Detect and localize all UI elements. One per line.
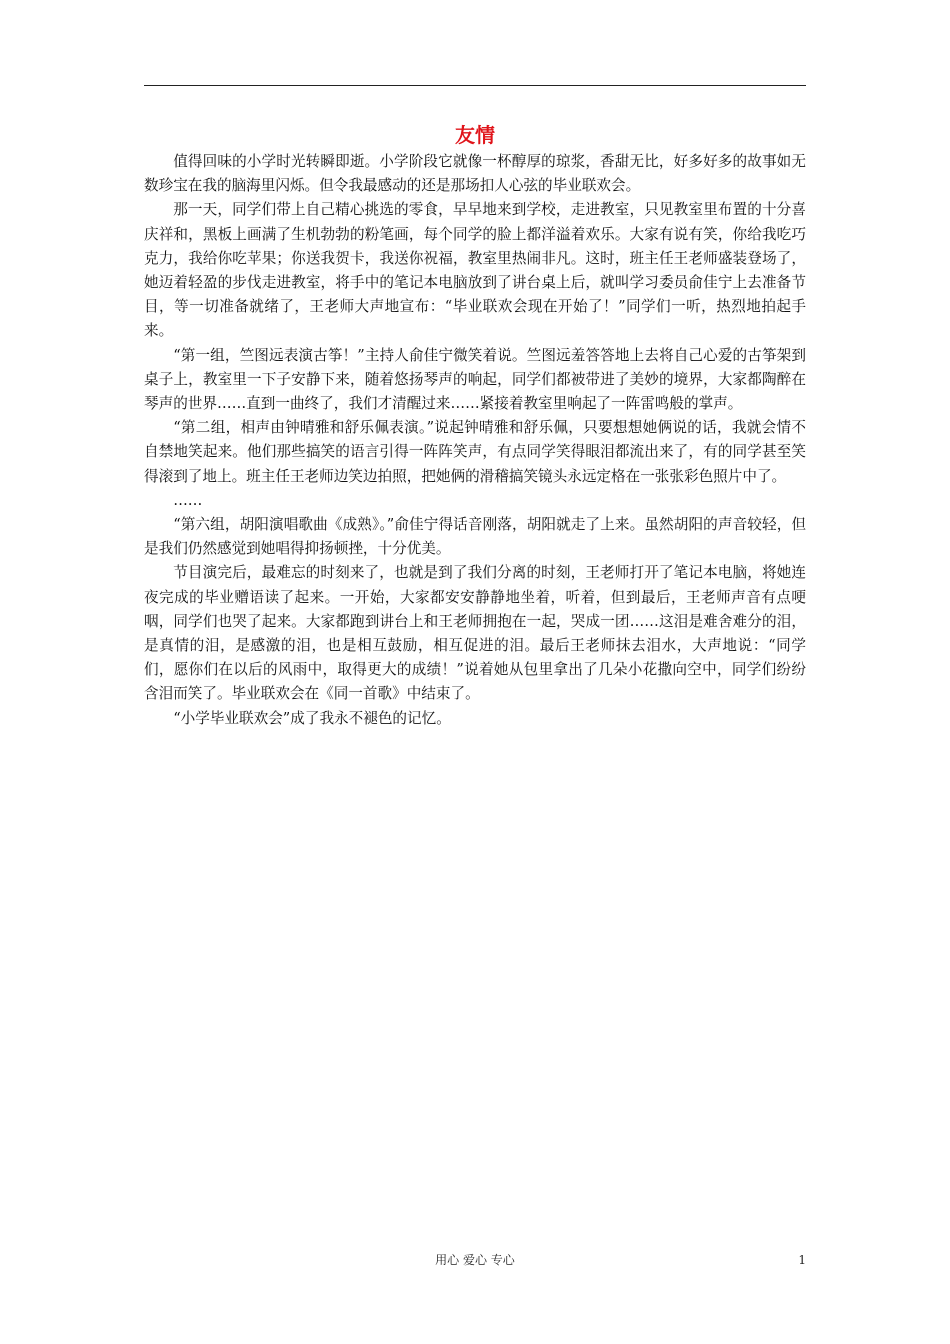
paragraph: 值得回味的小学时光转瞬即逝。小学阶段它就像一杯醇厚的琼浆，香甜无比，好多好多的故事如无数珍宝在我的脑海里闪烁。但令我最感动的还是那场扣人心弦的毕业联欢会。 — [144, 153, 806, 195]
paragraph: 那一天，同学们带上自己精心挑选的零食，早早地来到学校，走进教室，只见教室里布置的十分喜庆祥和，黑板上画满了生机勃勃的粉笔画，每个同学的脸上都洋溢着欢乐。大家有说有笑，你给我吃巧克力，我给你吃苹果；你送我贺卡，我送你祝福，教室里热闹非凡。这时，班主任王老师盛装登场了，她迈着轻盈的步伐走进教室，将手中的笔记本电脑放到了讲台桌上后，就叫学习委员俞佳宁上去准备节目，等一切准备就绪了，王老师大声地宣布：“毕业联欢会现在开始了！”同学们一听，热烈地拍起手来。 — [144, 201, 806, 340]
paragraph: “第六组，胡阳演唱歌曲《成熟》。”俞佳宁得话音刚落，胡阳就走了上来。虽然胡阳的声音较轻，但是我们仍然感觉到她唱得抑扬顿挫，十分优美。 — [144, 516, 806, 558]
footer-slogan: 用心 爱心 专心 — [435, 1253, 515, 1267]
ellipsis-paragraph: …… — [173, 491, 203, 509]
document-body — [144, 150, 806, 731]
paragraph: “第一组，竺图远表演古筝！”主持人俞佳宁微笑着说。竺图远羞答答地上去将自己心爱的古筝架到桌子上，教室里一下子安静下来，随着悠扬琴声的响起，同学们都被带进了美妙的境界，大家都陶醉在琴声的世界……直到一曲终了，我们才清醒过来……紧接着教室里响起了一阵雷鸣般的掌声。 — [144, 346, 806, 413]
header-rule — [144, 85, 806, 86]
page-number: 1 — [798, 1253, 806, 1267]
document-title: 友情 — [455, 123, 495, 147]
paragraph: “小学毕业联欢会”成了我永不褪色的记忆。 — [173, 709, 451, 727]
paragraph: “第二组，相声由钟晴雅和舒乐佩表演。”说起钟晴雅和舒乐佩，只要想想她俩说的话，我就会情不自禁地笑起来。他们那些搞笑的语言引得一阵阵笑声，有点同学笑得眼泪都流出来了，有的同学甚至笑得滚到了地上。班主任王老师边笑边拍照，把她俩的滑稽搞笑镜头永远定格在一张张彩色照片中了。 — [144, 419, 806, 485]
paragraph: 节目演完后，最难忘的时刻来了，也就是到了我们分离的时刻，王老师打开了笔记本电脑，将她连夜完成的毕业赠语读了起来。一开始，大家都安安静静地坐着，听着，但到最后，王老师声音有点哽咽，同学们也哭了起来。大家都跑到讲台上和王老师拥抱在一起，哭成一团……这泪是难舍难分的泪，是真情的泪，是感激的泪，也是相互鼓励，相互促进的泪。最后王老师抹去泪水，大声地说：“同学们，愿你们在以后的风雨中，取得更大的成绩！”说着她从包里拿出了几朵小花撒向空中，同学们纷纷含泪而笑了。毕业联欢会在《同一首歌》中结束了。 — [144, 564, 806, 703]
